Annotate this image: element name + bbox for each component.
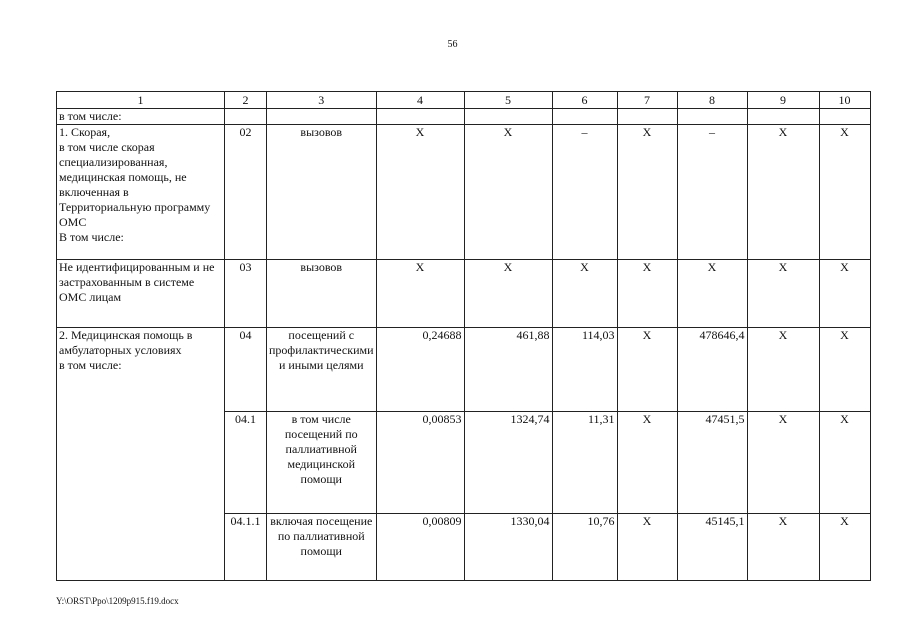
table-cell [464,109,552,125]
table-cell: Х [464,125,552,260]
table-cell: 11,31 [552,412,617,514]
table-cell [376,109,464,125]
table-cell: 10,76 [552,514,617,581]
report-table [56,91,871,581]
footer-file-path: Y:\ORST\Ppo\1209p915.f19.docx [56,596,179,606]
table-row [57,328,871,412]
table-cell: 1324,74 [464,412,552,514]
table-cell: 47451,5 [677,412,747,514]
row-label-cell: 2. Медицинская помощь в амбулаторных условиях в том числе: [57,328,225,581]
header-cell: 4 [376,92,464,109]
table-row [57,260,871,328]
table-cell: Х [747,514,819,581]
header-cell: 3 [267,92,377,109]
table-cell [819,109,870,125]
header-cell: 1 [57,92,225,109]
table-cell: Х [819,260,870,328]
unit-cell: в том числе посещений по паллиативной медицинской помощи [267,412,377,514]
table-cell: Х [617,328,677,412]
unit-cell: включая посещение по паллиативной помощи [267,514,377,581]
table-row [57,109,871,125]
table-cell: 0,00853 [376,412,464,514]
table-row [57,125,871,260]
row-label-cell: в том числе: [57,109,225,125]
row-code-cell: 02 [225,125,267,260]
unit-cell: вызовов [267,125,377,260]
table-cell: 0,00809 [376,514,464,581]
header-cell: 2 [225,92,267,109]
unit-cell: посещений с профилактическими и иными целями [267,328,377,412]
table-cell: Х [376,125,464,260]
table-cell: Х [819,412,870,514]
table-cell [747,109,819,125]
table-cell: Х [747,412,819,514]
header-cell: 6 [552,92,617,109]
table-cell: Х [677,260,747,328]
table-header-row [57,92,871,109]
row-label-cell: Не идентифицированным и не застрахованным в системе ОМС лицам [57,260,225,328]
page-number: 56 [447,39,458,50]
table-cell: Х [617,260,677,328]
header-cell: 8 [677,92,747,109]
row-code-cell: 04.1 [225,412,267,514]
table-cell: 1330,04 [464,514,552,581]
header-cell: 7 [617,92,677,109]
table-cell: Х [617,412,677,514]
table-cell: Х [464,260,552,328]
header-cell: 5 [464,92,552,109]
table-cell: Х [376,260,464,328]
table-cell: Х [747,260,819,328]
table-cell: Х [617,514,677,581]
table-cell: 0,24688 [376,328,464,412]
table-cell: Х [617,125,677,260]
row-label-cell: 1. Скорая, в том числе скорая специализированная, медицинская помощь, не включенная в Территориальную программу ОМС В том числе: [57,125,225,260]
table-cell: Х [819,125,870,260]
row-code-cell: 04.1.1 [225,514,267,581]
row-code-cell: 04 [225,328,267,412]
table-cell [617,109,677,125]
table-cell: 45145,1 [677,514,747,581]
table-cell [677,109,747,125]
table-cell: Х [819,514,870,581]
table-cell: Х [747,125,819,260]
unit-cell: вызовов [267,260,377,328]
table-cell: – [677,125,747,260]
table-cell: Х [747,328,819,412]
table-cell [267,109,377,125]
header-cell: 10 [819,92,870,109]
row-code-cell: 03 [225,260,267,328]
table-cell: Х [819,328,870,412]
table-cell: Х [552,260,617,328]
table-cell: 461,88 [464,328,552,412]
table-cell [552,109,617,125]
table-cell [225,109,267,125]
table-cell: 114,03 [552,328,617,412]
table-cell: 478646,4 [677,328,747,412]
table-cell: – [552,125,617,260]
header-cell: 9 [747,92,819,109]
